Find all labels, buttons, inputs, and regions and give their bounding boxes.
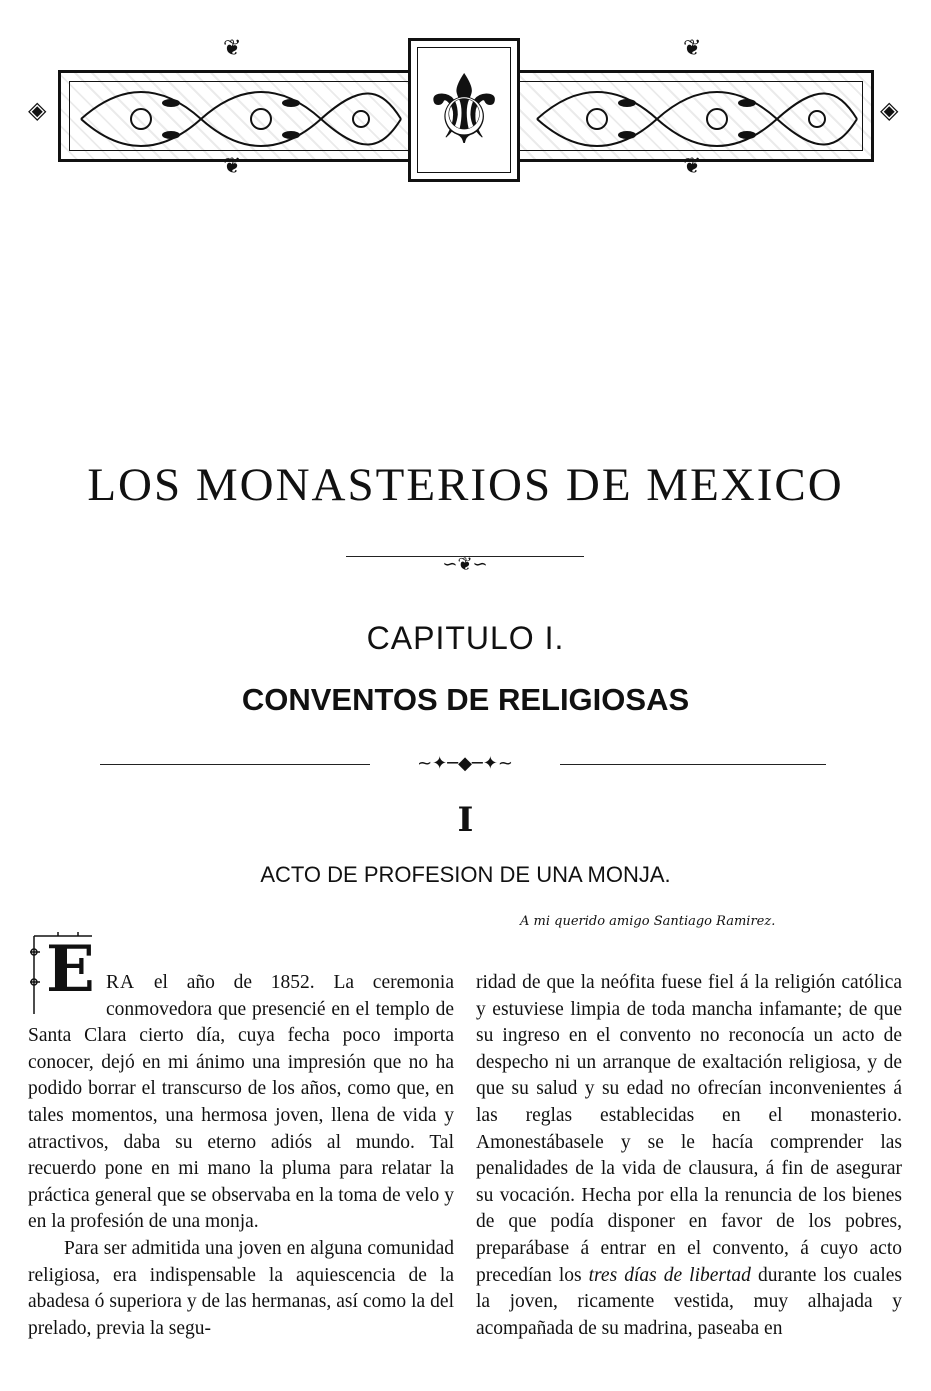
title-divider-motif-icon: ∽❦∽ (442, 554, 488, 575)
chapter-label: CAPITULO I. (366, 620, 565, 656)
dropcap-letter: E (46, 932, 95, 1007)
paragraph-text: Para ser admitida una joven en alguna comunidad religiosa, era indispensable la aquiescencia de la abadesa ó superiora y de las hermanas, así como la del prelado, previa la segu- (28, 1237, 454, 1339)
body-column-left (28, 932, 454, 1342)
page-title: LOS MONASTERIOS DE MEXICO (87, 459, 844, 511)
section-title: ACTO DE PROFESION DE UNA MONJA. (260, 862, 671, 887)
bottom-motif-left-icon: ❦ (223, 154, 242, 179)
header-ornament (28, 30, 904, 190)
dedication: A mi querido amigo Santiago Ramirez. (520, 914, 776, 929)
top-motif-right-icon: ❦ (683, 36, 702, 61)
top-motif-left-icon: ❦ (223, 36, 242, 61)
paragraph (476, 970, 902, 1342)
center-emblem-frame (408, 38, 520, 182)
dropcap (28, 932, 98, 1018)
paragraph (28, 932, 454, 1236)
fleur-de-lis-icon: ⚜ (420, 54, 508, 166)
chapter-divider-motif-icon: ~✦─◆─✦~ (370, 755, 560, 773)
emphasis-text: tres días de libertad (588, 1264, 751, 1286)
paragraph-text: el año de 1852. La ceremonia conmovedora que presencié en el templo de Santa Clara cierto día, cuya fecha poco importa conocer, dejó en mi ánimo una impresión que no ha podido borrar el transcurso de los años, como que, en tales momentos, una hermosa joven, llena de vida y atractivos, daba su eterno adiós al mundo. Tal recuerdo pone en mi mano la pluma para relatar la práctica general que se observaba en la toma de velo y en la profesión de una monja. (28, 972, 454, 1233)
body-column-right (476, 970, 902, 1342)
paragraph-text: ridad de que la neófita fuese fiel á la religión católica y estuviese limpia de toda mancha infamante; de que su ingreso en el convento no reconocía un acto de despecho ni un arranque de exaltación religiosa, y de que su salud y su edad no ofrecían inconvenientes á las reglas establecidas en el monasterio. Amonestábasele y se le hacía comprender las penalidades de la vida de clausura, á fin de asegurar su vocación. Hecha por ella la renuncia de los bienes de que podía disponer en favor de los pobres, preparábase á entrar en el convento, á cuyo acto precedían los (476, 972, 902, 1286)
paragraph-text: durante los cuales la joven, ricamente vestida, muy alhajada y acompañada de su madrina, paseaba en (476, 1264, 903, 1339)
section-number: I (457, 800, 474, 840)
ornament-end-left-icon: ◈ (28, 96, 47, 124)
ornament-end-right-icon: ◈ (880, 96, 899, 124)
chapter-title: CONVENTOS DE RELIGIOSAS (241, 682, 690, 717)
lead-word: RA (106, 972, 136, 993)
bottom-motif-right-icon: ❦ (683, 154, 702, 179)
